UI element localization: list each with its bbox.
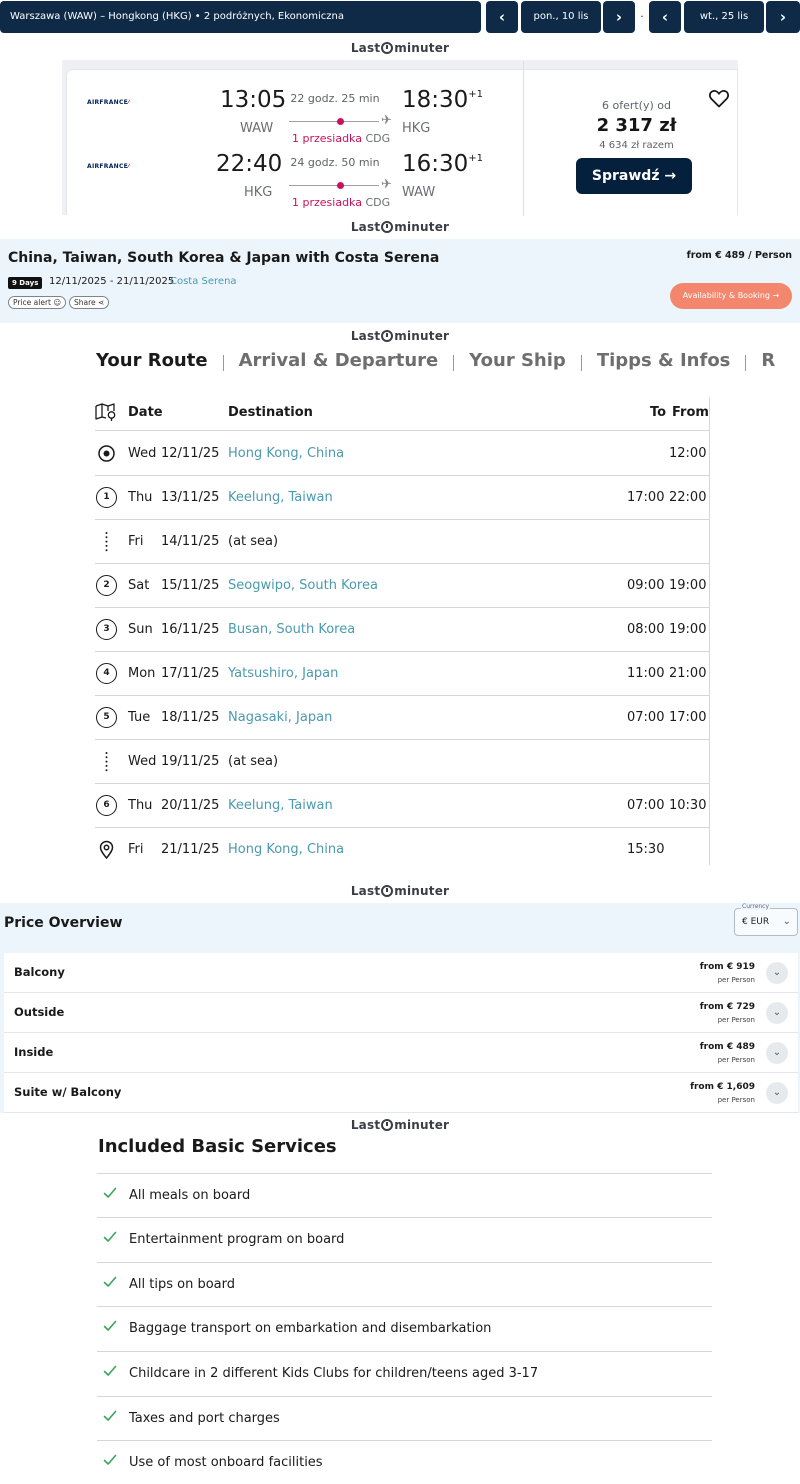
tab-divider <box>223 355 224 371</box>
clock-icon <box>381 42 393 54</box>
cabin-price: from € 919 <box>699 962 755 972</box>
logo-text-right: minuter <box>394 220 450 234</box>
check-icon <box>103 1363 117 1377</box>
route-date: 19/11/25 <box>161 754 220 769</box>
heart-icon[interactable] <box>707 86 731 110</box>
route-day: Wed <box>128 754 157 769</box>
map-icon <box>95 402 117 422</box>
route-date: 17/11/25 <box>161 666 220 681</box>
per-person-label: per Person <box>717 976 755 984</box>
departure-airport: HKG <box>244 185 273 200</box>
departure-time: 12:00 <box>669 446 707 461</box>
route-row <box>95 696 710 740</box>
stop-number-icon: 4 <box>96 663 117 684</box>
arrival-airport: HKG <box>402 121 431 136</box>
check-icon <box>103 1452 117 1466</box>
cruise-tabs <box>96 350 776 378</box>
route-row <box>95 608 710 652</box>
tab-tipps-infos[interactable]: Tipps & Infos <box>596 350 731 371</box>
return-next-button[interactable] <box>766 1 800 33</box>
route-summary[interactable]: Warszawa (WAW) – Hongkong (HKG) • 2 podróżnych, Ekonomiczna <box>0 1 481 33</box>
airline-logo: AIRFRANCE⁄ <box>87 99 130 106</box>
logo-text-right: minuter <box>394 1118 450 1132</box>
services-title: Included Basic Services <box>98 1136 337 1157</box>
arrival-time: 09:00 <box>627 578 665 593</box>
cabin-price-row[interactable] <box>4 993 798 1033</box>
chevron-left-icon: ‹ <box>661 8 669 26</box>
flight-duration: 22 godz. 25 min <box>290 92 380 105</box>
departure-time: 22:00 <box>669 490 707 505</box>
stops-info: 1 przesiadka CDG <box>292 132 391 145</box>
service-label: Baggage transport on embarkation and disembarkation <box>129 1321 492 1336</box>
arrival-time: 11:00 <box>627 666 665 681</box>
service-label: All tips on board <box>129 1277 235 1292</box>
departure-time: 19:00 <box>669 622 707 637</box>
chevron-right-icon: › <box>779 8 787 26</box>
route-destination[interactable]: Nagasaki, Japan <box>228 710 333 725</box>
route-day: Tue <box>128 710 151 725</box>
per-person-label: per Person <box>717 1016 755 1024</box>
outbound-leg <box>67 70 523 145</box>
cabin-price-row[interactable] <box>4 953 798 993</box>
route-day: Sat <box>128 578 150 593</box>
departure-time: 17:00 <box>669 710 707 725</box>
chevron-down-icon: ⌄ <box>782 916 791 927</box>
plane-icon: ✈ <box>381 177 392 192</box>
route-destination[interactable]: Busan, South Korea <box>228 622 356 637</box>
inbound-leg <box>67 134 523 209</box>
logo-text-right: minuter <box>394 41 450 55</box>
logo-text-left: Last <box>350 41 381 55</box>
per-person-label: per Person <box>717 1056 755 1064</box>
destination-header: Destination <box>228 405 313 420</box>
route-day: Thu <box>128 798 153 813</box>
route-row <box>95 476 710 520</box>
plane-icon: ✈ <box>381 113 392 128</box>
tab-divider <box>453 355 454 371</box>
total-price: 4 634 zł razem <box>599 140 674 151</box>
clock-icon <box>381 1119 393 1131</box>
service-item <box>97 1173 712 1217</box>
lastminuter-logo <box>0 328 800 348</box>
service-item <box>97 1262 712 1306</box>
price-alert-button[interactable]: Price alert ☺ <box>8 296 66 309</box>
cabin-type: Suite w/ Balcony <box>14 1085 122 1099</box>
chevron-down-icon[interactable]: ⌄ <box>766 962 788 984</box>
tab-arrival-departure[interactable]: Arrival & Departure <box>238 350 439 371</box>
clock-icon <box>381 885 393 897</box>
cabin-price: from € 489 <box>699 1042 755 1052</box>
route-row <box>95 520 710 564</box>
chevron-down-icon[interactable]: ⌄ <box>766 1042 788 1064</box>
stop-number-icon: 2 <box>96 575 117 596</box>
service-label: Use of most onboard facilities <box>129 1455 323 1470</box>
lastminuter-logo <box>0 40 800 60</box>
check-icon <box>103 1185 117 1199</box>
chevron-right-icon: › <box>615 8 623 26</box>
depart-date[interactable]: pon., 10 lis <box>521 1 601 33</box>
service-label: Taxes and port charges <box>129 1411 280 1426</box>
route-row <box>95 432 710 476</box>
route-day: Sun <box>128 622 153 637</box>
route-table <box>95 397 710 865</box>
tab-your-ship[interactable]: Your Ship <box>469 350 566 371</box>
flight-result <box>62 60 738 215</box>
return-prev-button[interactable] <box>649 1 681 33</box>
depart-prev-button[interactable] <box>486 1 518 33</box>
route-day: Mon <box>128 666 156 681</box>
return-date[interactable]: wt., 25 lis <box>684 1 764 33</box>
service-item <box>97 1440 712 1484</box>
departure-time: 10:30 <box>669 798 707 813</box>
flight-duration: 24 godz. 50 min <box>290 156 380 169</box>
clock-icon <box>381 221 393 233</box>
currency-label: Currency <box>742 903 770 910</box>
cruise-dates: 12/11/2025 - 21/11/2025 <box>49 276 175 287</box>
chevron-down-icon[interactable]: ⌄ <box>766 1082 788 1104</box>
arrival-time: 17:00 <box>627 490 665 505</box>
cruise-header <box>0 239 800 323</box>
arrival-airport: WAW <box>402 185 436 200</box>
route-destination[interactable]: Keelung, Taiwan <box>228 798 333 813</box>
departure-time: 22:40 <box>216 151 283 177</box>
route-line <box>289 185 379 186</box>
start-point-icon <box>96 443 117 464</box>
chevron-down-icon[interactable]: ⌄ <box>766 1002 788 1024</box>
service-item <box>97 1351 712 1395</box>
route-destination[interactable]: Hong Kong, China <box>228 842 345 857</box>
offers-count: 6 ofert(y) od <box>601 99 671 112</box>
service-label: Childcare in 2 different Kids Clubs for children/teens aged 3-17 <box>129 1366 539 1381</box>
logo-text-left: Last <box>350 220 381 234</box>
route-destination[interactable]: Hong Kong, China <box>228 446 345 461</box>
price-overview <box>0 903 800 1113</box>
arrival-time: 07:00 <box>627 798 665 813</box>
clock-icon <box>381 330 393 342</box>
at-sea-dots-icon <box>96 751 117 772</box>
service-item <box>97 1396 712 1440</box>
cabin-price-row[interactable] <box>4 1073 798 1113</box>
service-label: Entertainment program on board <box>129 1232 345 1247</box>
lastminuter-logo <box>0 883 800 903</box>
stop-number-icon: 6 <box>96 795 117 816</box>
arrival-time: $18:30^{+1}$ <box>402 87 484 113</box>
share-button[interactable]: Share ⋖ <box>69 296 109 309</box>
depart-next-button[interactable] <box>603 1 635 33</box>
flight-price: 2 317 zł <box>596 115 677 136</box>
route-date: 12/11/25 <box>161 446 220 461</box>
logo-text-left: Last <box>350 329 381 343</box>
date-header: Date <box>128 405 163 420</box>
departure-time: 19:00 <box>669 578 707 593</box>
ship-link[interactable]: Costa Serena <box>170 276 237 287</box>
cabin-type: Outside <box>14 1005 65 1019</box>
route-date: 13/11/25 <box>161 490 220 505</box>
tab-your-route[interactable]: Your Route <box>96 350 208 371</box>
arrival-time: 07:00 <box>627 710 665 725</box>
route-destination: (at sea) <box>228 754 279 769</box>
check-icon <box>103 1408 117 1422</box>
tab-more[interactable]: R <box>761 350 776 371</box>
duration-badge: 9 Days <box>8 277 42 289</box>
currency-select[interactable] <box>734 903 798 936</box>
arrival-time: 08:00 <box>627 622 665 637</box>
stop-number-icon: 3 <box>96 619 117 640</box>
route-date: 20/11/25 <box>161 798 220 813</box>
logo-text-left: Last <box>350 1118 381 1132</box>
lastminuter-logo <box>0 219 800 239</box>
cabin-price: from € 1,609 <box>690 1082 755 1092</box>
route-day: Wed <box>128 446 157 461</box>
arrival-time: 15:30 <box>627 842 665 857</box>
route-destination[interactable]: Seogwipo, South Korea <box>228 578 378 593</box>
stop-dot <box>337 182 344 189</box>
to-header: To <box>650 405 667 420</box>
arrival-time: $16:30^{+1}$ <box>402 151 484 177</box>
tab-divider <box>581 355 582 371</box>
service-item <box>97 1217 712 1261</box>
price-area <box>524 70 739 216</box>
cruise-title: China, Taiwan, South Korea & Japan with Costa Serena <box>8 250 440 266</box>
logo-text-left: Last <box>350 884 381 898</box>
price-overview-title: Price Overview <box>4 915 123 931</box>
check-icon <box>103 1274 117 1288</box>
location-pin-icon <box>96 839 117 860</box>
from-header: From <box>672 405 709 420</box>
cabin-type: Balcony <box>14 965 65 979</box>
service-label: All meals on board <box>129 1188 251 1203</box>
route-destination[interactable]: Yatsushiro, Japan <box>228 666 339 681</box>
route-line <box>289 121 379 122</box>
cabin-type: Inside <box>14 1045 54 1059</box>
chevron-left-icon: ‹ <box>498 8 506 26</box>
route-date: 18/11/25 <box>161 710 220 725</box>
cabin-price: from € 729 <box>699 1002 755 1012</box>
route-row <box>95 652 710 696</box>
stops-info: 1 przesiadka CDG <box>292 196 391 209</box>
departure-time: 21:00 <box>669 666 707 681</box>
route-destination: (at sea) <box>228 534 279 549</box>
route-date: 15/11/25 <box>161 578 220 593</box>
route-row <box>95 828 710 872</box>
departure-time: 13:05 <box>220 87 287 113</box>
route-day: Fri <box>128 842 144 857</box>
route-row <box>95 740 710 784</box>
stop-dot <box>337 118 344 125</box>
route-day: Fri <box>128 534 144 549</box>
route-destination[interactable]: Keelung, Taiwan <box>228 490 333 505</box>
stop-number-icon: 5 <box>96 707 117 728</box>
route-date: 14/11/25 <box>161 534 220 549</box>
check-offer-button[interactable]: Sprawdź → <box>576 158 692 194</box>
flight-search-bar <box>0 0 800 35</box>
stop-number-icon: 1 <box>96 487 117 508</box>
check-icon <box>103 1229 117 1243</box>
included-services <box>97 1133 712 1479</box>
per-person-label: per Person <box>717 1096 755 1104</box>
route-row <box>95 564 710 608</box>
logo-text-right: minuter <box>394 884 450 898</box>
check-icon <box>103 1318 117 1332</box>
tab-divider <box>745 355 746 371</box>
departure-airport: WAW <box>240 121 274 136</box>
at-sea-dots-icon <box>96 531 117 552</box>
airline-logo: AIRFRANCE⁄ <box>87 163 130 170</box>
route-date: 16/11/25 <box>161 622 220 637</box>
date-separator: · <box>640 10 644 23</box>
route-table-header <box>95 397 710 431</box>
route-day: Thu <box>128 490 153 505</box>
availability-booking-button[interactable]: Availability & Booking → <box>670 283 792 309</box>
service-item <box>97 1306 712 1350</box>
logo-text-right: minuter <box>394 329 450 343</box>
route-date: 21/11/25 <box>161 842 220 857</box>
cruise-from-price: from € 489 / Person <box>686 250 792 261</box>
flight-card[interactable] <box>66 69 738 215</box>
cabin-price-row[interactable] <box>4 1033 798 1073</box>
route-row <box>95 784 710 828</box>
currency-value: € EUR <box>742 917 770 927</box>
